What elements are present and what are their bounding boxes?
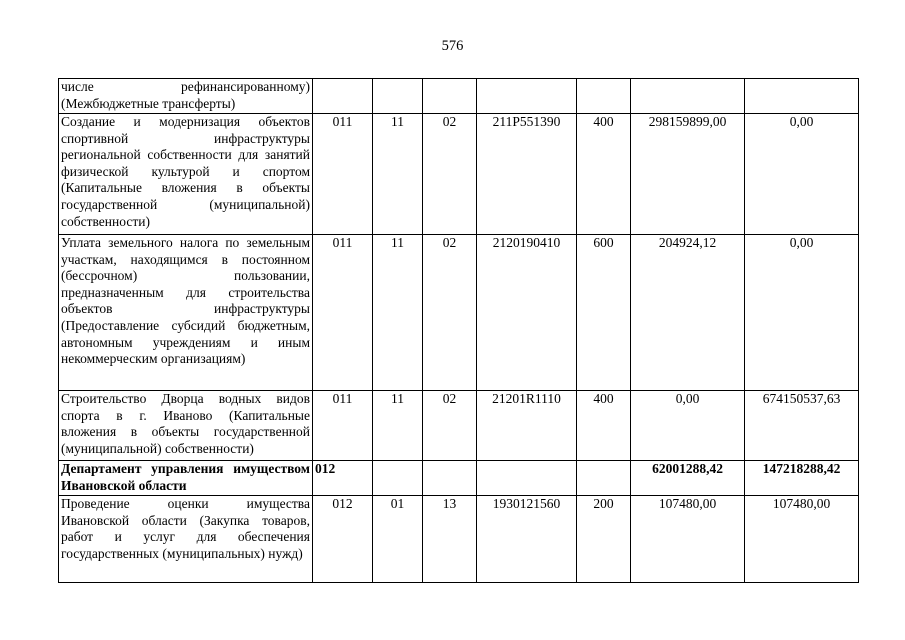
amount-year2-cell: 107480,00	[745, 496, 859, 583]
expense-type-cell: 400	[577, 114, 631, 235]
subsection-code-cell	[423, 461, 477, 496]
table-row	[59, 391, 859, 461]
page-number: 576	[441, 38, 464, 54]
expense-type-cell	[577, 461, 631, 496]
grbs-code-cell: 011	[313, 391, 373, 461]
subsection-code-cell	[423, 79, 477, 114]
amount-year1-cell: 204924,12	[631, 235, 745, 391]
row-name-cell: Департамент управления имуществом Ивановской области	[59, 461, 313, 496]
expense-type-cell: 600	[577, 235, 631, 391]
subsection-code-cell: 02	[423, 114, 477, 235]
amount-year2-cell: 0,00	[745, 114, 859, 235]
grbs-code-cell: 011	[313, 114, 373, 235]
expense-type-cell	[577, 79, 631, 114]
target-article-cell: 211P551390	[477, 114, 577, 235]
row-name-cell: Уплата земельного налога по земельным участкам, находящимся в постоянном (бессрочном) пользовании, предназначенным для строительства объектов инфраструктуры (Предоставление субсидий бюджетным, автономным учреждениям и иным некоммерческим организациям)	[59, 235, 313, 391]
target-article-cell: 21201R1110	[477, 391, 577, 461]
amount-year2-cell: 0,00	[745, 235, 859, 391]
amount-year1-cell: 298159899,00	[631, 114, 745, 235]
section-code-cell: 11	[373, 391, 423, 461]
amount-year2-cell: 147218288,42	[745, 461, 859, 496]
subsection-code-cell: 13	[423, 496, 477, 583]
target-article-cell: 2120190410	[477, 235, 577, 391]
expense-type-cell: 400	[577, 391, 631, 461]
subsection-code-cell: 02	[423, 391, 477, 461]
row-name-cell: Строительство Дворца водных видов спорта в г. Иваново (Капитальные вложения в объекты государственной (муниципальной) собственности)	[59, 391, 313, 461]
table-row	[59, 496, 859, 583]
table-row	[59, 114, 859, 235]
table-row	[59, 235, 859, 391]
table-row-department	[59, 461, 859, 496]
amount-year2-cell	[745, 79, 859, 114]
section-code-cell: 11	[373, 235, 423, 391]
target-article-cell	[477, 79, 577, 114]
subsection-code-cell: 02	[423, 235, 477, 391]
budget-table	[58, 78, 859, 583]
section-code-cell	[373, 461, 423, 496]
table-body	[59, 79, 859, 583]
amount-year2-cell: 674150537,63	[745, 391, 859, 461]
amount-year1-cell	[631, 79, 745, 114]
grbs-code-cell	[313, 79, 373, 114]
expense-type-cell: 200	[577, 496, 631, 583]
section-code-cell: 11	[373, 114, 423, 235]
amount-year1-cell: 107480,00	[631, 496, 745, 583]
grbs-code-cell: 012	[313, 496, 373, 583]
table-row	[59, 79, 859, 114]
row-name-cell: Создание и модернизация объектов спортивной инфраструктуры региональной собственности для занятий физической культурой и спортом (Капитальные вложения в объекты государственной (муниципальной) собственности)	[59, 114, 313, 235]
amount-year1-cell: 62001288,42	[631, 461, 745, 496]
grbs-code-cell: 011	[313, 235, 373, 391]
grbs-code-cell: 012	[313, 461, 373, 496]
target-article-cell	[477, 461, 577, 496]
row-name-cell: числе рефинансированному) (Межбюджетные трансферты)	[59, 79, 313, 114]
target-article-cell: 1930121560	[477, 496, 577, 583]
amount-year1-cell: 0,00	[631, 391, 745, 461]
row-name-cell: Проведение оценки имущества Ивановской области (Закупка товаров, работ и услуг для обеспечения государственных (муниципальных) нужд)	[59, 496, 313, 583]
section-code-cell: 01	[373, 496, 423, 583]
section-code-cell	[373, 79, 423, 114]
